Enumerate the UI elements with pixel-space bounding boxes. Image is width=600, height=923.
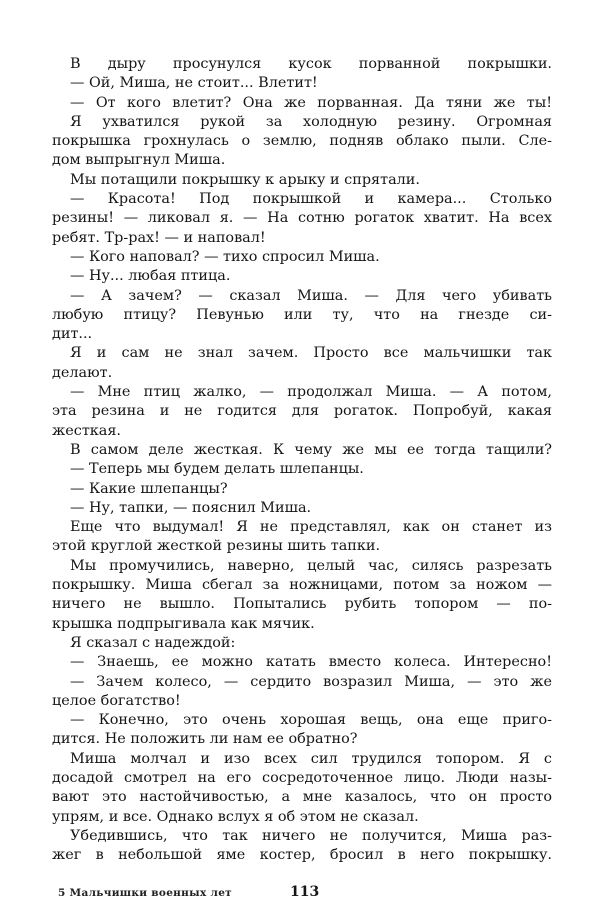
text-line: дится. Не положить ли нам ее обратно? [52,731,358,748]
text-line: В самом деле жесткая. К чему же мы ее тогда тащили? [70,441,552,458]
text-line: — Теперь мы будем делать шлепанцы. [70,461,364,478]
text-line: — Ну, тапки, — пояснил Миша. [70,499,312,516]
text-line: досадой смотрел на его сосредоточенное лицо. Люди назы- [52,769,552,786]
text-line: Мы потащили покрышку к арыку и спрятали. [70,171,420,188]
text-line: — Какие шлепанцы? [70,480,228,497]
text-line: Я и сам не знал зачем. Просто все мальчишки так [70,345,552,362]
text-line: — Знаешь, ее можно катать вместо колеса. Интересно! [70,654,552,671]
page-footer [58,883,538,905]
signature-mark: 5 Мальчишки военных лет [58,887,232,899]
text-line: — Конечно, это очень хорошая вещь, она еще приго- [70,712,552,729]
text-line: дит... [52,326,93,343]
text-line: — Мне птиц жалко, — продолжал Миша. — А потом, [70,384,552,401]
text-line: эта резина и не годится для рогаток. Попробуй, какая [52,403,552,420]
text-line: делают. [52,364,113,381]
text-line: Еще что выдумал! Я не представлял, как он станет из [70,519,552,536]
text-line: Миша молчал и изо всех сил трудился топором. Я с [70,750,552,767]
text-line: этой круглой жесткой резины шить тапки. [52,538,381,555]
text-line: Я сказал с надеждой: [70,634,236,651]
text-line: — Зачем колесо, — сердито возразил Миша, — это же [70,673,552,690]
page-number: 113 [290,884,320,900]
text-line: Я ухватился рукой за холодную резину. Огромная [70,113,552,130]
text-line: крышка подпрыгивала как мячик. [52,615,315,632]
text-block [52,55,552,865]
text-line: — От кого влетит? Она же порванная. Да тяни же ты! [70,94,552,111]
text-line: ничего не вышло. Попытались рубить топором — по- [52,596,552,613]
text-line: покрышка грохнулась о землю, подняв облако пыли. Сле- [52,133,552,150]
text-line: упрям, и все. Однако вслух я об этом не сказал. [52,808,419,825]
text-line: жесткая. [52,422,122,439]
text-line: ребят. Тр-рах! — и наповал! [52,229,266,246]
text-line: — Ну... любая птица. [70,268,231,285]
text-line: — Красота! Под покрышкой и камера... Столько [70,191,552,208]
text-line: покрышку. Миша сбегал за ножницами, потом за ножом — [52,577,552,594]
text-line: — Кого наповал? — тихо спросил Миша. [70,248,380,265]
text-line: целое богатство! [52,692,181,709]
text-line: любую птицу? Певунью или ту, что на гнезде си- [52,306,552,323]
text-line: Убедившись, что так ничего не получится, Миша раз- [70,827,552,844]
text-line: дом выпрыгнул Миша. [52,152,226,169]
text-line: — Ой, Миша, не стоит... Влетит! [70,75,318,92]
text-line: резины! — ликовал я. — На сотню рогаток хватит. На всех [52,210,552,227]
text-line: Мы промучились, наверно, целый час, силясь разрезать [70,557,552,574]
text-line: В дыру просунулся кусок порванной покрышки. [70,56,552,72]
text-line: вают это настойчивостью, а мне казалось, что он просто [52,789,552,806]
text-line: жег в небольшой яме костер, бросил в него покрышку. [52,847,552,864]
text-line: — А зачем? — сказал Миша. — Для чего убивать [70,287,552,304]
